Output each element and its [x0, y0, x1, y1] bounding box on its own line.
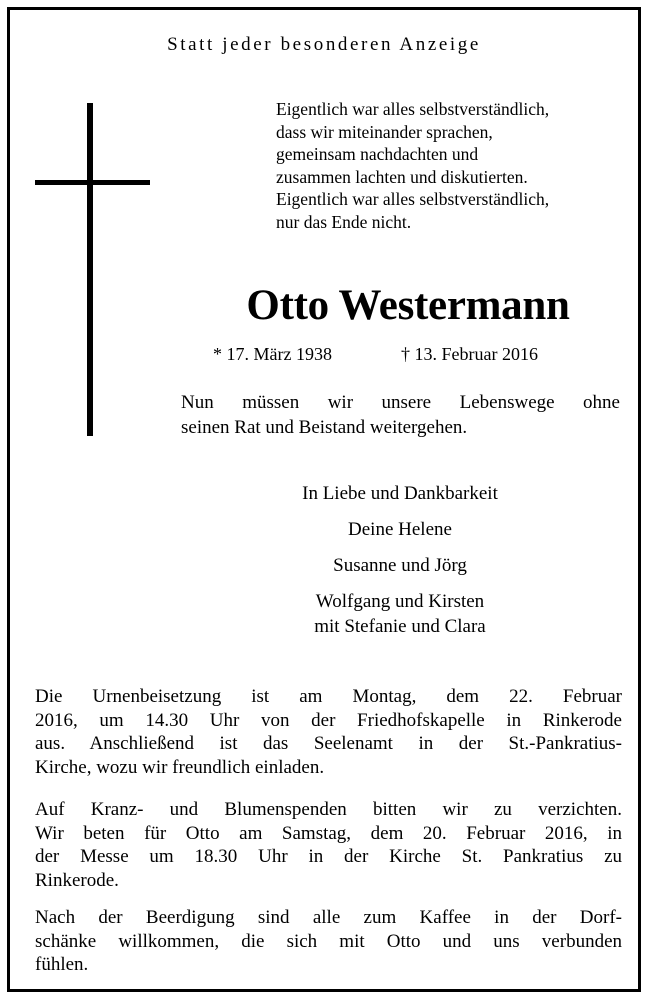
poem-line: gemeinsam nachdachten und [276, 144, 479, 164]
deceased-name: Otto Westermann [246, 282, 570, 329]
closing-text [181, 390, 620, 440]
info-line: 2016, um 14.30 Uhr von der Friedhofskapelle in Rinkerode [35, 709, 622, 731]
info-line: Die Urnenbeisetzung ist am Montag, dem 22. Februar [35, 686, 622, 707]
poem-line: Eigentlich war alles selbstverständlich, [276, 99, 550, 119]
signer-line: In Liebe und Dankbarkeit [302, 483, 498, 504]
signer-line: Deine Helene [348, 519, 452, 540]
poem [276, 98, 626, 233]
death-date: † 13. Februar 2016 [401, 344, 538, 364]
obituary-notice [7, 7, 641, 992]
info-line: der Messe um 18.30 Uhr in der Kirche St. Pankratius zu [35, 846, 622, 868]
cross-icon [87, 103, 93, 436]
closing-line: Nun müssen wir unsere Lebenswege ohne [181, 392, 620, 413]
poem-line: Eigentlich war alles selbstverständlich, [276, 189, 550, 209]
info-line: Kirche, wozu wir freundlich einladen. [35, 756, 325, 778]
poem-line: zusammen lachten und diskutierten. [276, 166, 528, 187]
coffee-info [35, 906, 622, 977]
poem-line: nur das Ende nicht. [276, 211, 412, 232]
cross-icon-bar [35, 180, 150, 185]
info-line: schänke willkommen, die sich mit Otto und uns verbunden [35, 930, 622, 952]
signer-line: Susanne und Jörg [333, 555, 467, 576]
notice-header: Statt jeder besonderen Anzeige [167, 34, 481, 55]
info-line: Rinkerode. [35, 869, 119, 891]
info-line: aus. Anschließend ist das Seelenamt in der St.-Pankratius- [35, 733, 622, 755]
info-line: Wir beten für Otto am Samstag, dem 20. Februar 2016, in [35, 822, 622, 844]
info-line: Nach der Beerdigung sind alle zum Kaffee in der Dorf- [35, 907, 622, 928]
donation-info [35, 798, 622, 892]
funeral-info [35, 685, 622, 779]
closing-line: seinen Rat und Beistand weitergehen. [181, 417, 468, 438]
info-line: Auf Kranz- und Blumenspenden bitten wir zu verzichten. [35, 799, 622, 820]
signer-line: mit Stefanie und Clara [314, 616, 486, 637]
signer-line: Wolfgang und Kirsten [315, 591, 485, 612]
poem-line: dass wir miteinander sprachen, [276, 121, 493, 142]
info-line: fühlen. [35, 954, 89, 976]
birth-date: * 17. März 1938 [213, 344, 332, 364]
